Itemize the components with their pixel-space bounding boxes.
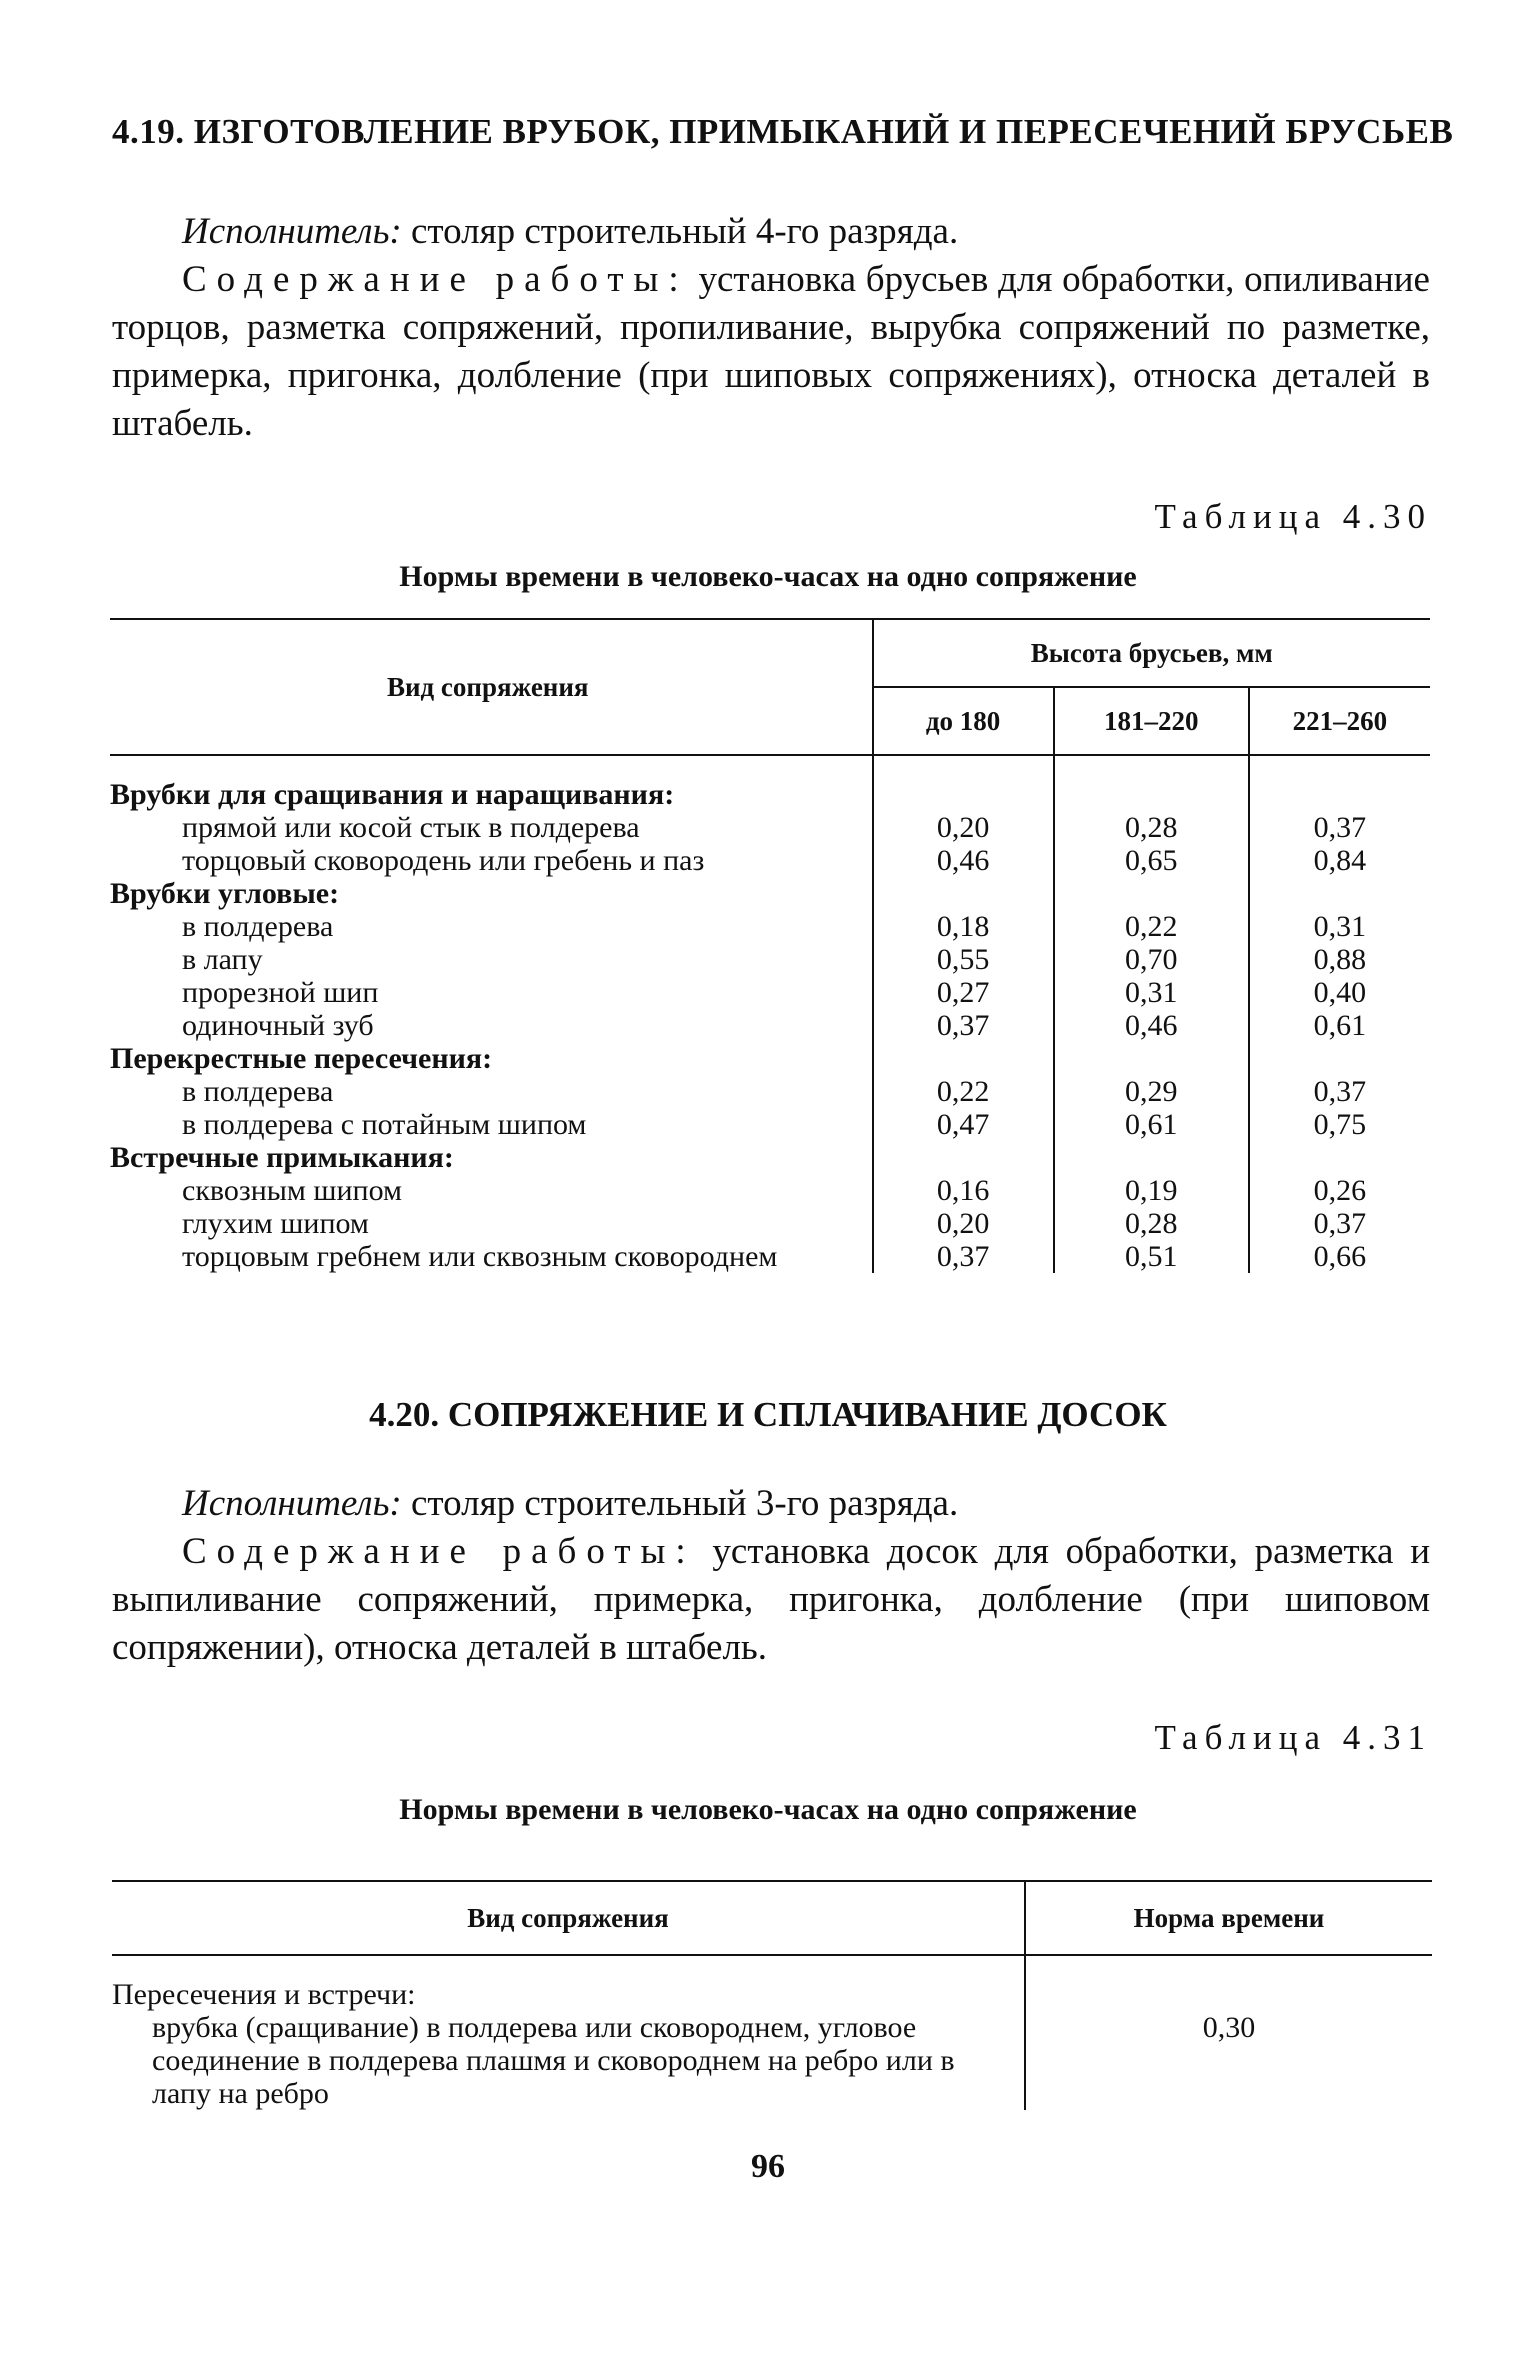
cell-value: 0,66 xyxy=(1313,1240,1367,1273)
cell-value: 0,37 xyxy=(1313,811,1367,844)
row-label: одиночный зуб xyxy=(110,1009,873,1042)
row-label: торцовый сковородень или гребень и паз xyxy=(110,844,873,877)
row-label xyxy=(110,1240,873,1273)
cell-value: 0,88 xyxy=(1313,943,1367,976)
row-label: в полдерева xyxy=(110,910,873,943)
cell-value: 0,61 xyxy=(1313,1009,1367,1042)
cell-value: 0,40 xyxy=(1313,976,1367,1009)
cell-value: 0,46 xyxy=(873,844,1054,877)
table-group-row xyxy=(112,1978,1432,2011)
cell-value: 0,84 xyxy=(1313,844,1367,877)
column-header-norm: Норма времени xyxy=(1133,1902,1325,1933)
cell-value: 0,46 xyxy=(1054,1009,1249,1042)
cell-value: 0,16 xyxy=(873,1174,1054,1207)
table-4-31 xyxy=(112,1880,1432,2110)
cell-value: 0,26 xyxy=(1313,1174,1367,1207)
work-content-line xyxy=(112,1528,1430,1672)
performer-text: столяр строительный 3-го разряда. xyxy=(401,1483,959,1524)
cell-value: 0,30 xyxy=(1202,2011,1256,2044)
row-label: врубка (сращивание) в полдерева или сковороднем, угловое соединение в полдерева плашмя и сковороднем на ребро или в лапу на ребро xyxy=(112,2011,1025,2110)
table-row xyxy=(110,1240,1430,1273)
row-label: глухим шипом xyxy=(110,1207,873,1240)
table-4-30 xyxy=(110,618,1430,1273)
performer-label: Исполнитель: xyxy=(182,1483,402,1524)
column-header-height: Высота брусьев, мм xyxy=(873,619,1431,687)
row-label: сквозным шипом xyxy=(110,1174,873,1207)
column-header-2: 181–220 xyxy=(1054,687,1249,755)
cell-value: 0,70 xyxy=(1054,943,1249,976)
table-row xyxy=(110,976,1430,1009)
table-group-row xyxy=(110,1141,1430,1174)
performer-line xyxy=(112,1480,1430,1528)
cell-value: 0,37 xyxy=(873,1240,1054,1273)
section-title-4-19: 4.19. ИЗГОТОВЛЕНИЕ ВРУБОК, ПРИМЫКАНИЙ И ПЕРЕСЕЧЕНИЙ БРУСЬЕВ xyxy=(112,112,1454,151)
row-label: прорезной шип xyxy=(110,976,873,1009)
table-row xyxy=(110,811,1430,844)
cell-value: 0,37 xyxy=(1313,1075,1367,1108)
cell-value: 0,22 xyxy=(1054,910,1249,943)
cell-value: 0,20 xyxy=(873,811,1054,844)
cell-value: 0,75 xyxy=(1313,1108,1367,1141)
row-label-text: торцовым гребнем или сквозным сковороднем xyxy=(182,1240,778,1273)
work-content-text: установка досок для обработки, разметка и выпиливание сопряжений, примерка, пригонка, долбление (при шиповом сопряжении), относка деталей в штабель. xyxy=(112,1531,1430,1668)
group-title: Врубки угловые: xyxy=(110,877,873,910)
row-label: в полдерева xyxy=(110,1075,873,1108)
row-label: в полдерева с потайным шипом xyxy=(110,1108,873,1141)
section-4-19-body xyxy=(112,208,1430,448)
group-title: Встречные примыкания: xyxy=(110,1141,873,1174)
table-row xyxy=(110,1009,1430,1042)
table-row xyxy=(110,844,1430,877)
work-content-label: Содержание работы: xyxy=(182,259,689,300)
cell-value: 0,29 xyxy=(1054,1075,1249,1108)
section-title-4-20: 4.20. СОПРЯЖЕНИЕ И СПЛАЧИВАНИЕ ДОСОК xyxy=(369,1395,1167,1434)
group-title: Перекрестные пересечения: xyxy=(110,1042,873,1075)
row-label: в лапу xyxy=(110,943,873,976)
cell-value: 0,61 xyxy=(1054,1108,1249,1141)
table-group-row xyxy=(110,1042,1430,1075)
cell-value: 0,55 xyxy=(873,943,1054,976)
table-group-row xyxy=(110,778,1430,811)
work-content-line xyxy=(112,256,1430,448)
table-group-row xyxy=(110,877,1430,910)
work-content-text: установка брусьев для обработки, опиливание торцов, разметка сопряжений, пропиливание, вырубка сопряжений по разметке, примерка, пригонка, долбление (при шиповых сопряжениях), относка деталей в штабель. xyxy=(112,259,1430,444)
cell-value: 0,31 xyxy=(1054,976,1249,1009)
table-4-31-label: Таблица 4.31 xyxy=(1154,1718,1432,1757)
column-header-type: Вид сопряжения xyxy=(112,1881,1025,1955)
group-title: Пересечения и встречи: xyxy=(112,1978,1025,2011)
section-4-20-body xyxy=(112,1480,1430,1672)
performer-text: столяр строительный 4-го разряда. xyxy=(401,211,959,252)
cell-value: 0,37 xyxy=(873,1009,1054,1042)
table-4-30-caption: Нормы времени в человеко-часах на одно сопряжение xyxy=(399,560,1137,593)
table-4-30-label: Таблица 4.30 xyxy=(1154,497,1432,536)
cell-value: 0,28 xyxy=(1054,1207,1249,1240)
cell-value: 0,47 xyxy=(873,1108,1054,1141)
group-title: Врубки для сращивания и наращивания: xyxy=(110,778,873,811)
column-header-3: 221–260 xyxy=(1292,705,1388,736)
cell-value: 0,20 xyxy=(873,1207,1054,1240)
cell-value: 0,31 xyxy=(1313,910,1367,943)
row-label: прямой или косой стык в полдерева xyxy=(110,811,873,844)
page-number: 96 xyxy=(751,2148,785,2185)
cell-value: 0,27 xyxy=(873,976,1054,1009)
table-row xyxy=(110,910,1430,943)
table-row xyxy=(110,943,1430,976)
cell-value: 0,28 xyxy=(1054,811,1249,844)
cell-value: 0,37 xyxy=(1313,1207,1367,1240)
table-4-31-caption: Нормы времени в человеко-часах на одно сопряжение xyxy=(399,1793,1137,1826)
performer-label: Исполнитель: xyxy=(182,211,402,252)
table-row xyxy=(110,1207,1430,1240)
cell-value: 0,18 xyxy=(873,910,1054,943)
cell-value: 0,65 xyxy=(1054,844,1249,877)
table-row xyxy=(110,1108,1430,1141)
cell-value: 0,19 xyxy=(1054,1174,1249,1207)
cell-value: 0,51 xyxy=(1054,1240,1249,1273)
column-header-1: до 180 xyxy=(873,687,1054,755)
table-row xyxy=(110,1075,1430,1108)
performer-line xyxy=(112,208,1430,256)
work-content-label: Содержание работы: xyxy=(182,1531,696,1572)
table-row xyxy=(112,2011,1432,2110)
table-row xyxy=(110,1174,1430,1207)
column-header-type: Вид сопряжения xyxy=(110,619,873,755)
cell-value: 0,22 xyxy=(873,1075,1054,1108)
